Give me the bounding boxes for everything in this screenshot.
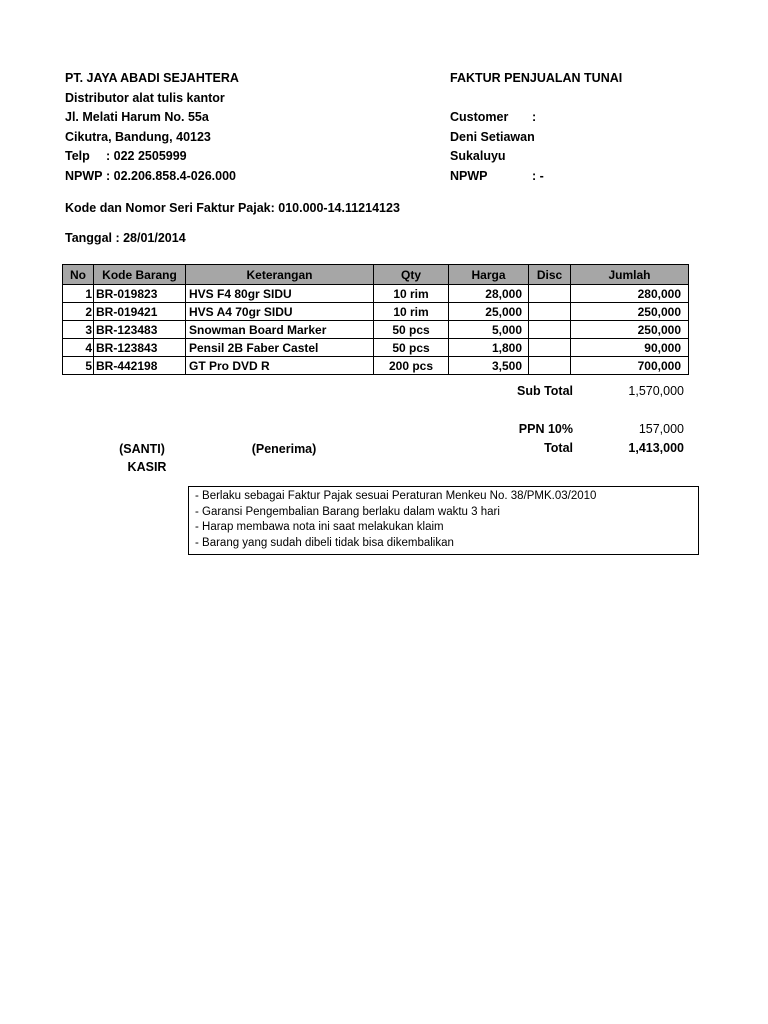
note-line: - Harap membawa nota ini saat melakukan klaim (195, 521, 444, 534)
table-cell (529, 357, 571, 375)
table-cell (529, 285, 571, 303)
table-cell: 2 (63, 303, 94, 321)
table-cell: BR-442198 (94, 357, 186, 375)
table-cell: 50 pcs (374, 321, 449, 339)
subtotal-label: Sub Total (516, 384, 573, 398)
table-cell: Pensil 2B Faber Castel (186, 339, 374, 357)
table-cell: 25,000 (449, 303, 529, 321)
seller-block (65, 69, 435, 186)
seller-npwp-label: NPWP (65, 168, 103, 183)
table-cell: HVS F4 80gr SIDU (186, 285, 374, 303)
seller-address-city: Cikutra, Bandung, 40123 (65, 129, 211, 144)
notes-box (188, 486, 699, 555)
table-cell: BR-019823 (94, 285, 186, 303)
table-cell: 5,000 (449, 321, 529, 339)
note-line: - Berlaku sebagai Faktur Pajak sesuai Peraturan Menkeu No. 38/PMK.03/2010 (195, 490, 597, 502)
table-cell: 250,000 (571, 303, 689, 321)
table-cell: 10 rim (374, 285, 449, 303)
customer-npwp-label: NPWP (450, 168, 488, 183)
subtotal-value: 1,570,000 (628, 384, 684, 398)
seller-npwp-row (65, 167, 435, 187)
items-table-wrap (62, 264, 688, 375)
table-cell: 250,000 (571, 321, 689, 339)
table-cell: BR-123843 (94, 339, 186, 357)
col-header-keterangan: Keterangan (186, 265, 374, 285)
table-cell: 1,800 (449, 339, 529, 357)
table-cell: 90,000 (571, 339, 689, 357)
total-label: Total (544, 441, 573, 455)
table-row (63, 285, 689, 303)
col-header-jumlah: Jumlah (571, 265, 689, 285)
table-cell: Snowman Board Marker (186, 321, 374, 339)
table-cell: 4 (63, 339, 94, 357)
tax-serial-line: Kode dan Nomor Seri Faktur Pajak: 010.000-14.11214123 (65, 201, 400, 215)
table-cell (529, 303, 571, 321)
table-cell: HVS A4 70gr SIDU (186, 303, 374, 321)
seller-phone-value: : 022 2505999 (106, 149, 187, 163)
seller-address-street: Jl. Melati Harum No. 55a (65, 110, 209, 124)
table-cell: 10 rim (374, 303, 449, 321)
table-cell: 1 (63, 285, 94, 303)
table-row (63, 339, 689, 357)
table-row (63, 321, 689, 339)
table-header-row (63, 265, 689, 285)
col-header-harga: Harga (449, 265, 529, 285)
invoice-date-line: Tanggal : 28/01/2014 (65, 231, 186, 245)
ppn-label: PPN 10% (518, 422, 573, 436)
customer-label: Customer (450, 110, 509, 124)
cashier-name: (SANTI) (119, 442, 165, 456)
table-row (63, 303, 689, 321)
table-cell: 200 pcs (374, 357, 449, 375)
seller-phone-label: Telp (65, 149, 90, 163)
seller-description: Distributor alat tulis kantor (65, 90, 225, 105)
table-cell: 280,000 (571, 285, 689, 303)
items-table (62, 264, 689, 375)
table-cell: 5 (63, 357, 94, 375)
customer-label-row (450, 108, 750, 128)
invoice-title: FAKTUR PENJUALAN TUNAI (450, 71, 623, 85)
table-cell: 50 pcs (374, 339, 449, 357)
customer-npwp-row (450, 167, 750, 187)
table-cell (529, 339, 571, 357)
col-header-disc: Disc (529, 265, 571, 285)
spacer (450, 89, 750, 109)
seller-name: PT. JAYA ABADI SEJAHTERA (65, 71, 239, 85)
invoice-header-block (450, 69, 750, 186)
ppn-value: 157,000 (638, 422, 684, 436)
seller-npwp-value: : 02.206.858.4-026.000 (106, 168, 236, 183)
note-line: - Garansi Pengembalian Barang berlaku dalam waktu 3 hari (195, 505, 500, 518)
table-row (63, 357, 689, 375)
table-cell: GT Pro DVD R (186, 357, 374, 375)
table-cell: 28,000 (449, 285, 529, 303)
table-cell: BR-019421 (94, 303, 186, 321)
customer-name: Deni Setiawan (450, 129, 535, 144)
col-header-qty: Qty (374, 265, 449, 285)
note-line: - Barang yang sudah dibeli tidak bisa dikembalikan (195, 536, 454, 549)
table-cell: 3 (63, 321, 94, 339)
table-cell (529, 321, 571, 339)
customer-npwp-value: : - (532, 168, 544, 183)
customer-colon: : (532, 110, 537, 124)
col-header-kode-barang: Kode Barang (94, 265, 186, 285)
cashier-title: KASIR (127, 460, 167, 474)
receiver-label: (Penerima) (251, 442, 317, 456)
customer-area: Sukaluyu (450, 149, 506, 163)
total-value: 1,413,000 (628, 441, 684, 455)
table-cell: 700,000 (571, 357, 689, 375)
col-header-no: No (63, 265, 94, 285)
table-cell: BR-123483 (94, 321, 186, 339)
items-table-body (63, 285, 689, 375)
table-cell: 3,500 (449, 357, 529, 375)
seller-phone-row (65, 147, 435, 167)
